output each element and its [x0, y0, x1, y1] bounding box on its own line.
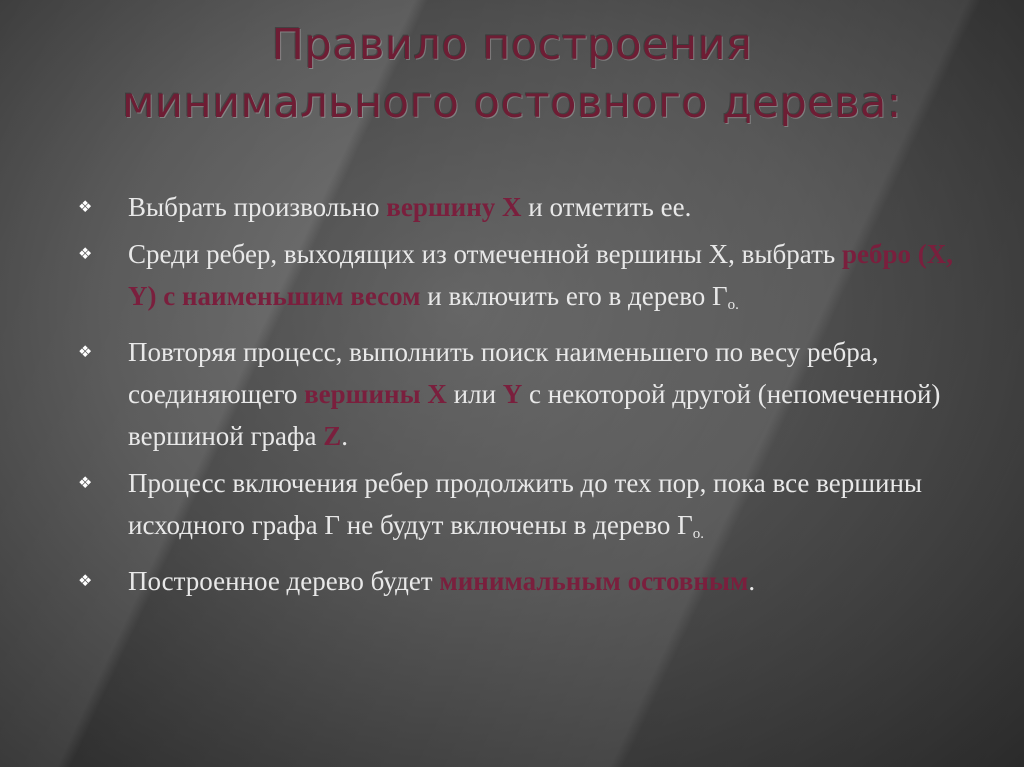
highlighted-text: Y: [502, 379, 523, 409]
diamond-bullet-icon: ❖: [78, 571, 93, 590]
item-text: и включить его в дерево Г: [420, 281, 728, 311]
item-text: или: [446, 379, 503, 409]
bullet-list: [78, 186, 978, 607]
list-item: [78, 233, 978, 326]
list-item: [78, 462, 978, 555]
highlighted-text: ребро (X, Y) с наименьшим весом: [128, 239, 953, 311]
subscript-text: о.: [692, 526, 704, 542]
item-text: .: [341, 421, 349, 451]
slide-title-line-1: Правило построения: [271, 20, 753, 70]
diamond-bullet-icon: ❖: [78, 244, 93, 263]
item-text: Повторяя процесс, выполнить поиск наименьшего по весу ребра, соединяющего: [128, 337, 879, 409]
item-text: и отметить ее.: [521, 192, 692, 222]
diamond-bullet-icon: ❖: [78, 473, 93, 492]
slide-title: [0, 16, 1024, 132]
diamond-bullet-icon: ❖: [78, 342, 93, 361]
item-text: .: [748, 566, 756, 596]
highlighted-text: Z: [323, 421, 342, 451]
highlighted-text: вершину X: [386, 192, 522, 222]
subscript-text: о.: [727, 297, 739, 313]
slide-title-line-2: минимального остовного дерева:: [122, 78, 902, 128]
list-item: [78, 331, 978, 457]
item-text: Выбрать произвольно: [128, 192, 387, 222]
item-text: с некоторой другой (непомеченной) вершиной графа: [128, 379, 941, 451]
list-item: [78, 186, 978, 228]
diamond-bullet-icon: ❖: [78, 197, 93, 216]
item-text: Процесс включения ребер продолжить до тех пор, пока все вершины исходного графа Г не будут включены в дерево Г: [128, 468, 923, 540]
highlighted-text: вершины X: [304, 379, 447, 409]
item-text: Среди ребер, выходящих из отмеченной вершины X, выбрать: [128, 239, 842, 269]
list-item: [78, 560, 978, 602]
item-text: Построенное дерево будет: [128, 566, 440, 596]
highlighted-text: минимальным остовным: [439, 566, 749, 596]
